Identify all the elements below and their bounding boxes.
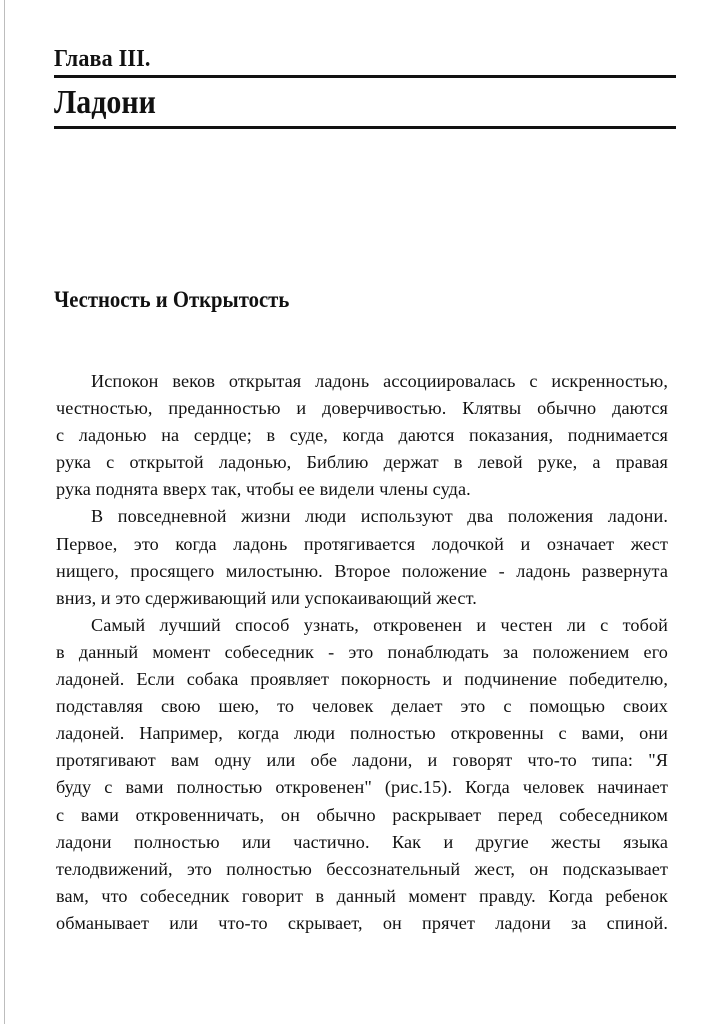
text-line: Самый лучший способ узнать, откровенен и честен ли с тобой [91, 614, 668, 635]
text-line: рука с открытой ладонью, Библию держат в левой руке, а правая [56, 452, 668, 473]
text-line: ладоней. Например, когда люди полностью откровенны с вами, они [56, 723, 668, 744]
text-line: вниз, и это сдерживающий или успокаивающий жест. [56, 587, 477, 608]
text-line: подставляя свою шею, то человек делает это с помощью своих [56, 696, 668, 717]
text-line: ладоней. Если собака проявляет покорность и подчинение победителю, [56, 669, 668, 690]
chapter-rule-bottom [54, 126, 676, 129]
text-line: В повседневной жизни люди используют два положения ладони. [91, 506, 668, 527]
body-text [56, 368, 668, 937]
text-line: Первое, это когда ладонь протягивается лодочкой и означает жест [56, 533, 668, 554]
section-title: Честность и Открытость [54, 287, 290, 312]
text-line: вам, что собеседник говорит в данный момент правду. Когда ребенок [56, 885, 668, 906]
chapter-title: Ладони [54, 84, 156, 121]
text-line: с ладонью на сердце; в суде, когда даются показания, поднимается [56, 425, 668, 446]
text-line: с вами откровенничать, он обычно раскрывает перед собеседником [56, 804, 668, 825]
text-line: нищего, просящего милостыню. Второе положение - ладонь развернута [56, 560, 668, 581]
text-line: рука поднята вверх так, чтобы ее видели члены суда. [56, 479, 471, 500]
text-line: обманывает или что-то скрывает, он прячет ладони за спиной. [56, 912, 668, 933]
text-line: в данный момент собеседник - это понаблюдать за положением его [56, 641, 668, 662]
chapter-label: Глава III. [54, 46, 151, 72]
text-line: протягивают вам одну или обе ладони, и говорят что-то типа: "Я [56, 750, 668, 771]
chapter-rule-top [54, 75, 676, 78]
page-edge-line [4, 0, 5, 1024]
text-line: телодвижений, это полностью бессознательный жест, он подсказывает [56, 858, 668, 879]
text-line: честностью, преданностью и доверчивостью. Клятвы обычно даются [56, 398, 668, 419]
text-line: ладони полностью или частично. Как и другие жесты языка [56, 831, 668, 852]
text-line: буду с вами полностью откровенен" (рис.15). Когда человек начинает [56, 777, 668, 798]
text-line: Испокон веков открытая ладонь ассоциировалась с искренностью, [91, 371, 668, 391]
